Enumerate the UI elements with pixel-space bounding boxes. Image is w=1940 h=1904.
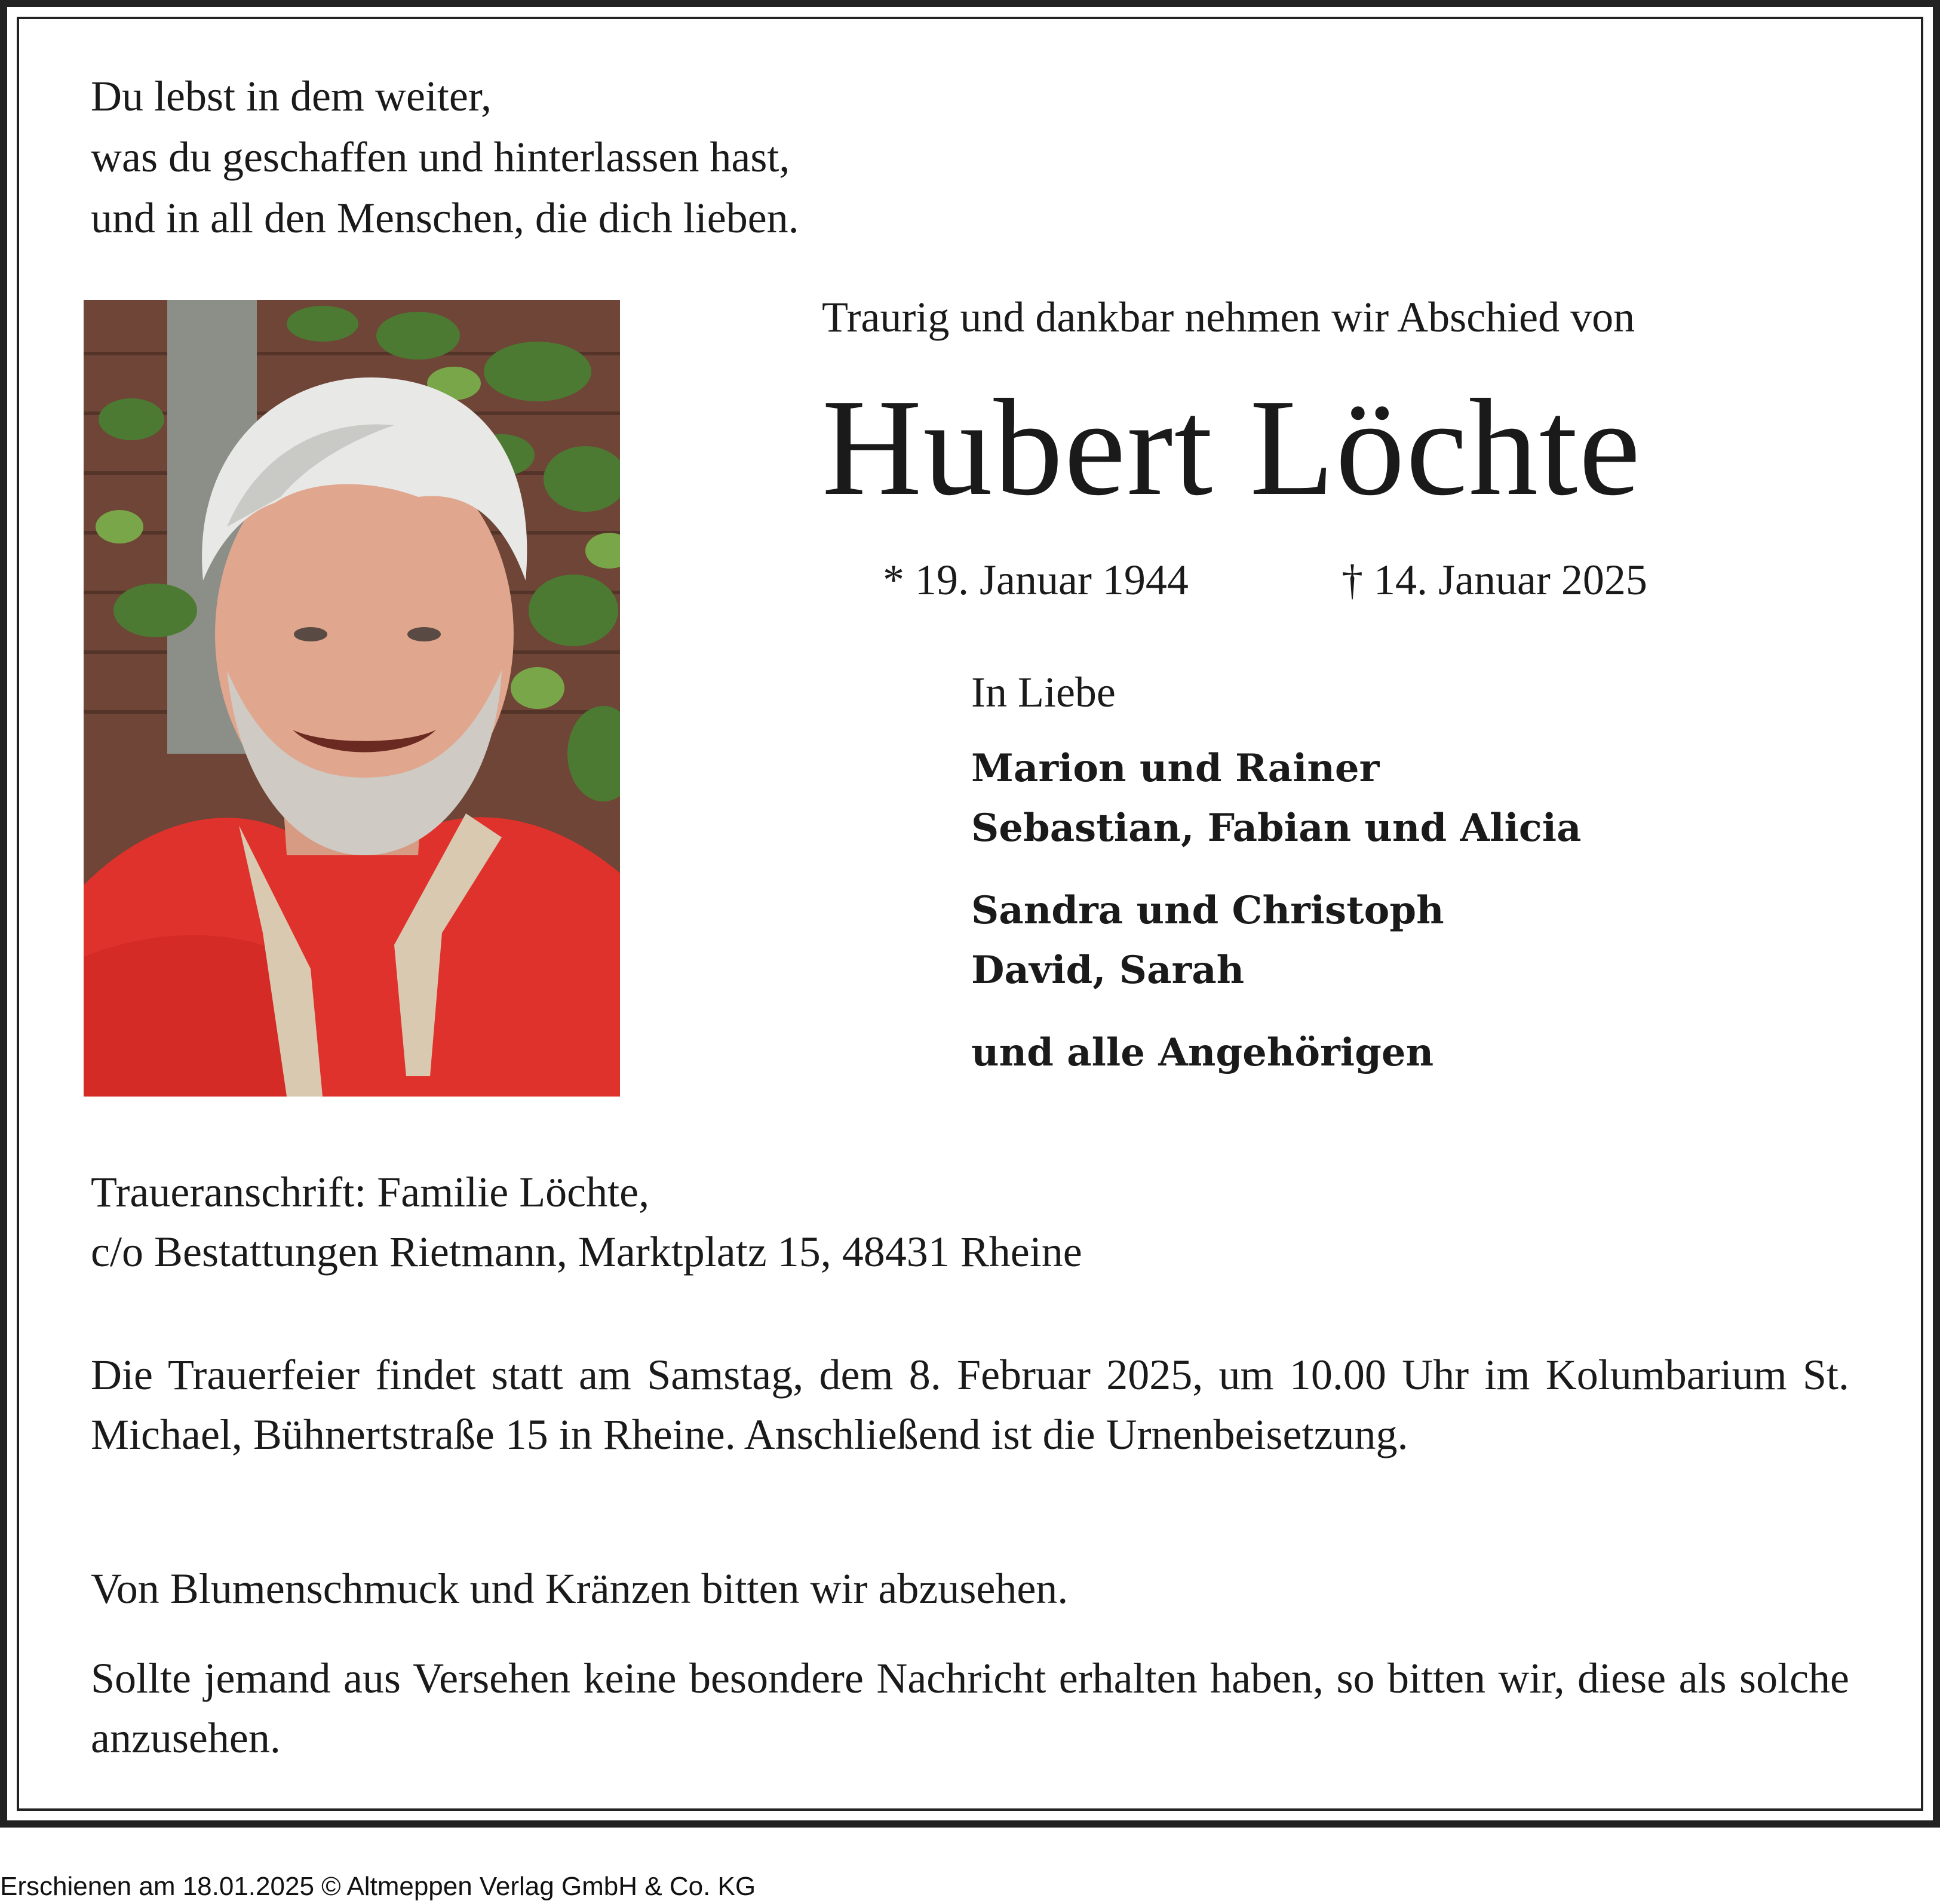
flowers-note: Von Blumenschmuck und Kränzen bitten wir abzusehen.: [91, 1565, 1069, 1613]
publication-footer: Erschienen am 18.01.2025 © Altmeppen Verlag GmbH & Co. KG: [0, 1872, 756, 1901]
quote-line: was du geschaffen und hinterlassen hast,: [91, 133, 790, 181]
family-group: [971, 739, 1582, 858]
portrait-illustration: [84, 300, 620, 1097]
birth-date: * 19. Januar 1944: [883, 556, 1189, 604]
funeral-details: Die Trauerfeier findet statt am Samstag, dem 8. Februar 2025, um 10.00 Uhr im Kolumbarium St. Michael, Bühnertstraße 15 in Rheine. Anschließend ist die Urnenbeisetzung.: [91, 1351, 1849, 1458]
survivors-block: [971, 668, 1582, 1105]
farewell-intro: Traurig und dankbar nehmen wir Abschied von: [822, 293, 1635, 341]
notification-note: Sollte jemand aus Versehen keine besondere Nachricht erhalten haben, so bitten wir, diese als solche anzusehen.: [91, 1654, 1849, 1762]
survivors-intro: In Liebe: [971, 668, 1116, 716]
memorial-quote: [91, 66, 987, 248]
family-line: und alle Angehörigen: [971, 1030, 1434, 1075]
portrait-photo: [84, 300, 620, 1097]
address-line: c/o Bestattungen Rietmann, Marktplatz 15, 48431 Rheine: [91, 1228, 1082, 1276]
family-line: Marion und Rainer: [971, 746, 1380, 791]
quote-line: Du lebst in dem weiter,: [91, 72, 492, 120]
address-line: Traueranschrift: Familie Löchte,: [91, 1168, 650, 1216]
mourning-address: [91, 1162, 1082, 1282]
family-line: Sandra und Christoph: [971, 888, 1444, 933]
death-date: † 14. Januar 2025: [1342, 556, 1647, 604]
quote-line: und in all den Menschen, die dich lieben.: [91, 194, 799, 242]
family-line: Sebastian, Fabian und Alicia: [971, 806, 1582, 850]
family-group: [971, 1023, 1582, 1083]
family-group: [971, 881, 1582, 1000]
deceased-name: Hubert Löchte: [822, 371, 1642, 524]
family-line: David, Sarah: [971, 948, 1245, 993]
